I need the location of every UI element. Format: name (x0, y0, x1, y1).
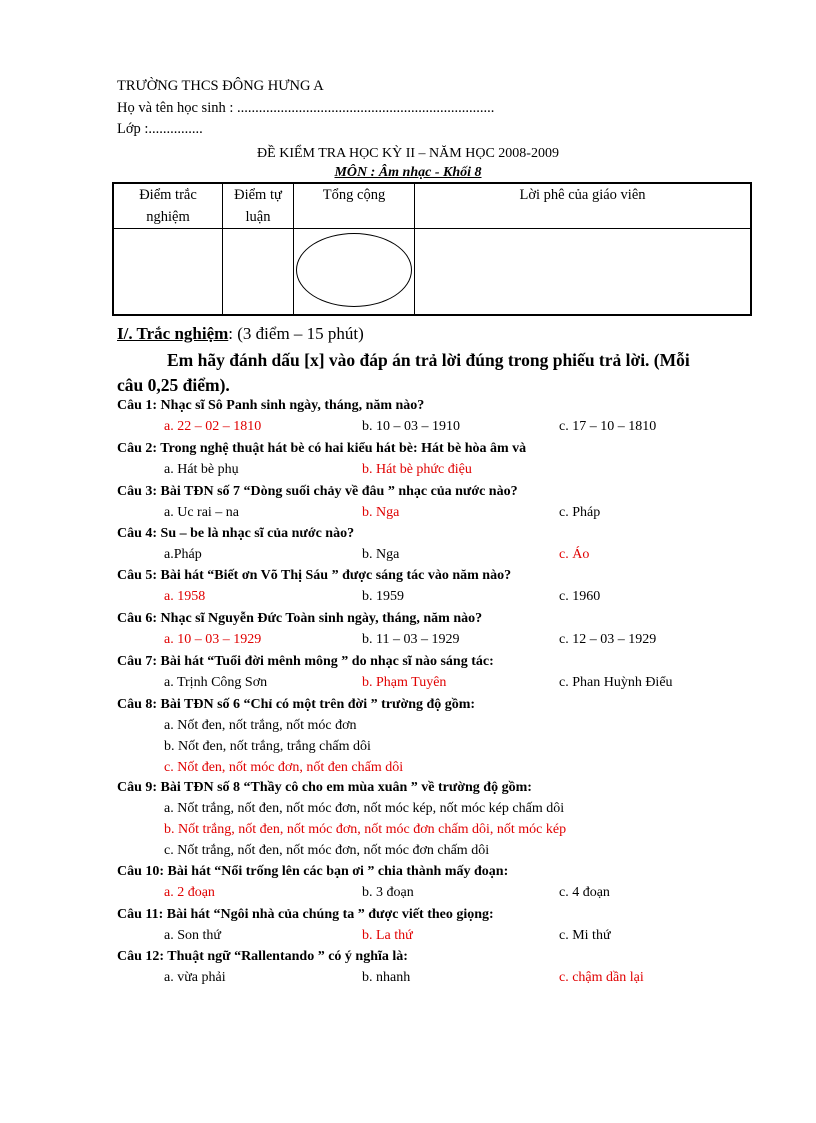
question-11-option-b[interactable]: b. La thứ (362, 928, 413, 943)
question-5-option-c[interactable]: c. 1960 (559, 589, 601, 604)
question-4-option-a[interactable]: a.Pháp (164, 547, 202, 562)
student-name-line: Họ và tên học sinh : ....................................................................... (117, 100, 495, 116)
question-7-option-a[interactable]: a. Trịnh Công Sơn (164, 675, 268, 690)
header-essay-score: Điểm tự luận (223, 183, 294, 229)
question-9-option-c[interactable]: c. Nốt trắng, nốt đen, nốt móc đơn, nốt móc đơn chấm dôi (164, 843, 490, 858)
question-10-option-c[interactable]: c. 4 đoạn (559, 885, 610, 900)
instruction: Em hãy đánh dấu [x] vào đáp án trả lời đúng trong phiếu trả lời. (Mỗi câu 0,25 điểm). (117, 350, 690, 395)
question-11-option-a[interactable]: a. Son thứ (164, 928, 221, 943)
question-4-option-c[interactable]: c. Áo (559, 547, 590, 562)
question-3-option-b[interactable]: b. Nga (362, 505, 400, 520)
question-9-option-b[interactable]: b. Nốt trắng, nốt đen, nốt móc đơn, nốt móc đơn chấm dôi, nốt móc kép (164, 822, 567, 837)
question-12: Câu 12: Thuật ngữ “Rallentando ” có ý nghĩa là: (117, 949, 408, 964)
question-1-option-b[interactable]: b. 10 – 03 – 1910 (362, 419, 460, 434)
question-9-option-a[interactable]: a. Nốt trắng, nốt đen, nốt móc đơn, nốt móc kép, nốt móc kép chấm dôi (164, 801, 565, 816)
question-6-option-c[interactable]: c. 12 – 03 – 1929 (559, 632, 657, 647)
multiple-choice-score-cell (113, 229, 223, 316)
question-1-option-a[interactable]: a. 22 – 02 – 1810 (164, 419, 262, 434)
header-multiple-choice-score: Điểm trắc nghiệm (113, 183, 223, 229)
score-table (112, 182, 752, 316)
question-10-option-b[interactable]: b. 3 đoạn (362, 885, 414, 900)
question-8-option-a[interactable]: a. Nốt đen, nốt trắng, nốt móc đơn (164, 718, 357, 733)
question-2-option-b[interactable]: b. Hát bè phức điệu (362, 462, 472, 477)
score-oval (296, 233, 412, 307)
question-8: Câu 8: Bài TĐN số 6 “Chỉ có một trên đời ” trường độ gồm: (117, 697, 476, 712)
question-5-option-a[interactable]: a. 1958 (164, 589, 206, 604)
exam-title: ĐỀ KIỂM TRA HỌC KỲ II – NĂM HỌC 2008-2009 (257, 146, 559, 161)
question-2: Câu 2: Trong nghệ thuật hát bè có hai kiểu hát bè: Hát bè hòa âm và (117, 441, 527, 456)
question-12-option-c[interactable]: c. chậm dần lại (559, 970, 644, 985)
question-1-option-c[interactable]: c. 17 – 10 – 1810 (559, 419, 657, 434)
question-4: Câu 4: Su – be là nhạc sĩ của nước nào? (117, 526, 355, 541)
question-5: Câu 5: Bài hát “Biết ơn Võ Thị Sáu ” được sáng tác vào năm nào? (117, 568, 512, 583)
question-3: Câu 3: Bài TĐN số 7 “Dòng suối chảy về đâu ” nhạc của nước nào? (117, 484, 518, 499)
class-line: Lớp :............... (117, 121, 203, 137)
question-10-option-a[interactable]: a. 2 đoạn (164, 885, 215, 900)
essay-score-cell (223, 229, 294, 316)
question-4-option-b[interactable]: b. Nga (362, 547, 400, 562)
question-9: Câu 9: Bài TĐN số 8 “Thầy cô cho em mùa xuân ” về trường độ gồm: (117, 780, 532, 795)
exam-subject: MÔN : Âm nhạc - Khối 8 (334, 165, 482, 180)
question-3-option-a[interactable]: a. Uc rai – na (164, 505, 240, 520)
total-score-cell (294, 229, 415, 316)
question-10: Câu 10: Bài hát “Nổi trống lên các bạn ơi ” chia thành mấy đoạn: (117, 864, 509, 879)
section-heading: I/. Trắc nghiệm: (3 điểm – 15 phút) (117, 324, 364, 343)
question-1: Câu 1: Nhạc sĩ Sô Panh sinh ngày, tháng, năm nào? (117, 398, 425, 413)
teacher-comment-cell (415, 229, 752, 316)
question-8-option-b[interactable]: b. Nốt đen, nốt trắng, trắng chấm dôi (164, 739, 371, 754)
question-5-option-b[interactable]: b. 1959 (362, 589, 404, 604)
question-7: Câu 7: Bài hát “Tuổi đời mênh mông ” do nhạc sĩ nào sáng tác: (117, 654, 494, 669)
header-total-score: Tổng cộng (294, 183, 415, 229)
header-teacher-comment: Lời phê của giáo viên (415, 183, 752, 229)
school-name: TRƯỜNG THCS ĐÔNG HƯNG A (117, 78, 324, 94)
question-7-option-b[interactable]: b. Phạm Tuyên (362, 675, 447, 690)
question-11: Câu 11: Bài hát “Ngôi nhà của chúng ta ” được viết theo giọng: (117, 907, 494, 922)
question-12-option-b[interactable]: b. nhanh (362, 970, 411, 985)
question-8-option-c[interactable]: c. Nốt đen, nốt móc đơn, nốt đen chấm dôi (164, 760, 404, 775)
question-11-option-c[interactable]: c. Mi thứ (559, 928, 611, 943)
question-2-option-a[interactable]: a. Hát bè phụ (164, 462, 239, 477)
question-3-option-c[interactable]: c. Pháp (559, 505, 601, 520)
question-6-option-b[interactable]: b. 11 – 03 – 1929 (362, 632, 460, 647)
question-6: Câu 6: Nhạc sĩ Nguyễn Đức Toàn sinh ngày, tháng, năm nào? (117, 611, 483, 626)
question-12-option-a[interactable]: a. vừa phải (164, 970, 226, 985)
question-6-option-a[interactable]: a. 10 – 03 – 1929 (164, 632, 262, 647)
question-7-option-c[interactable]: c. Phan Huỳnh Điểu (559, 675, 673, 690)
